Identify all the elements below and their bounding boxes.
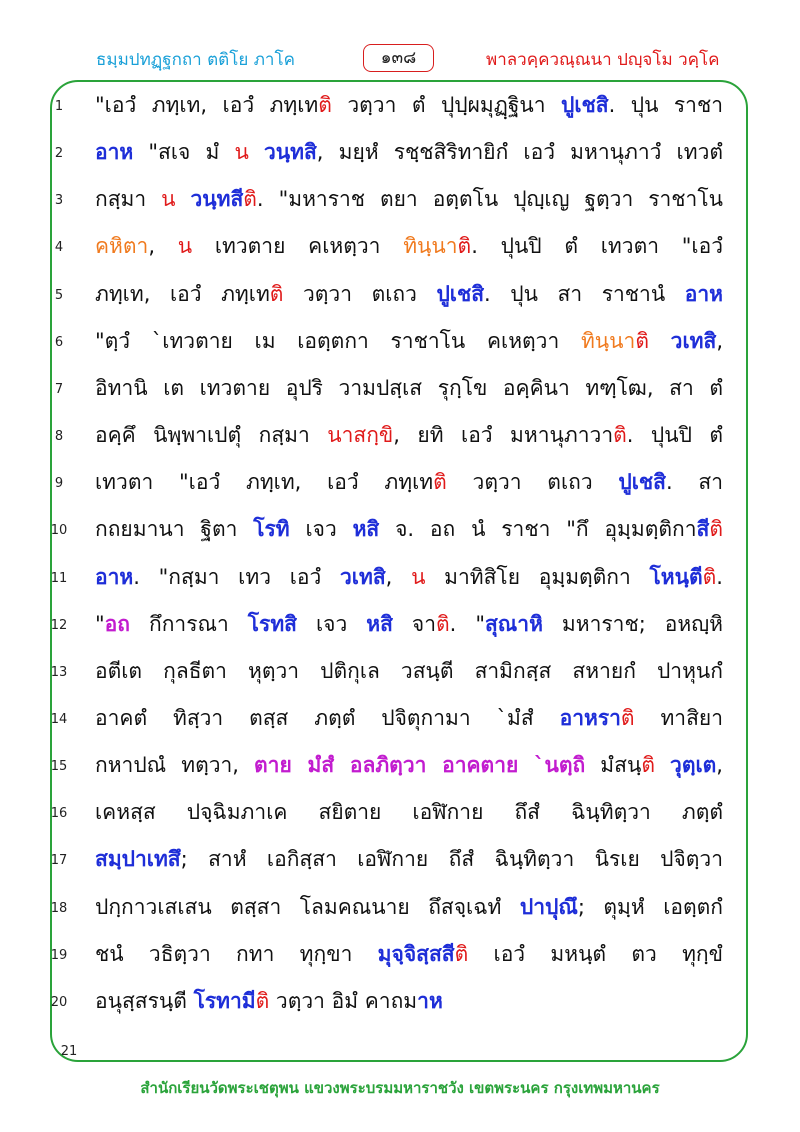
highlighted-word: วนฺทสิ bbox=[263, 140, 317, 165]
line-text bbox=[95, 230, 723, 263]
line-text bbox=[95, 183, 723, 216]
highlighted-word: อาห bbox=[95, 140, 134, 165]
text-line bbox=[0, 653, 800, 691]
line-number: 4 bbox=[54, 240, 64, 256]
line-number: 14 bbox=[50, 711, 68, 727]
text-line bbox=[0, 370, 800, 408]
line-number: 1 bbox=[54, 99, 64, 114]
text-segment: อคฺคึ นิพฺพาเปตุํ กสฺมา bbox=[95, 423, 328, 448]
text-segment: . ปุน สา ราชานํ bbox=[484, 281, 685, 306]
text-line bbox=[0, 747, 800, 785]
text-segment: อาคตํ ทิสฺวา ตสฺส ภตฺตํ ปจิตุกามา `มํสํ bbox=[95, 705, 560, 730]
highlighted-word: วเทสิ bbox=[340, 564, 386, 589]
line-text bbox=[95, 513, 723, 546]
text-line bbox=[0, 841, 800, 879]
highlighted-word: ติ bbox=[255, 988, 270, 1013]
highlighted-word: น bbox=[234, 140, 249, 165]
highlighted-word: ติ bbox=[709, 517, 723, 542]
text-segment: ชนํ วธิตฺวา กทา ทุกฺขา bbox=[95, 941, 378, 966]
line-text bbox=[95, 749, 723, 782]
book-title: ธมฺมปทฏฺฐกถา ตติโย ภาโค bbox=[96, 50, 295, 70]
text-segment: วตฺวา ตํ ปุปฺผมุฏฺฐินา bbox=[331, 93, 562, 117]
text-line bbox=[0, 87, 800, 125]
highlighted-word: อาห bbox=[95, 564, 134, 589]
line-number: 15 bbox=[50, 759, 68, 775]
text-line bbox=[0, 228, 800, 266]
text-line bbox=[0, 794, 800, 832]
page-header bbox=[0, 44, 800, 76]
highlighted-word: นาสกฺขิ bbox=[327, 423, 394, 448]
line-text bbox=[95, 985, 723, 1018]
line-text bbox=[95, 843, 723, 876]
line-text bbox=[95, 419, 723, 452]
text-segment: , bbox=[148, 234, 178, 259]
highlighted-word: คหิตา bbox=[95, 234, 149, 259]
text-segment: เทวตา "เอวํ ภทฺเท, เอวํ ภทฺเท bbox=[95, 470, 434, 495]
highlighted-word: ติ bbox=[457, 234, 472, 259]
line-number: 10 bbox=[50, 523, 68, 539]
highlighted-word: น bbox=[177, 234, 193, 259]
highlighted-word: ติ bbox=[635, 328, 649, 353]
text-segment: . bbox=[716, 564, 723, 589]
text-segment: , bbox=[385, 564, 412, 589]
highlighted-word: ติ bbox=[243, 187, 257, 212]
text-line bbox=[0, 464, 800, 502]
text-segment: , bbox=[716, 328, 723, 353]
text-segment: ; ตุมฺหํ เอตฺตกํ bbox=[577, 894, 723, 919]
line-text bbox=[95, 561, 723, 594]
highlighted-word: น bbox=[411, 564, 426, 589]
text-segment bbox=[249, 140, 264, 164]
highlighted-word: ปูเชสิ bbox=[618, 470, 666, 495]
highlighted-word: สุณาหิ bbox=[484, 611, 543, 636]
text-line bbox=[0, 323, 800, 361]
text-segment: อตีเต กุลธีตา หุตฺวา ปติกุเล วสนฺตี สามิกสฺส สหายกํ ปาหุนกํ bbox=[95, 658, 723, 683]
text-segment: , มยฺหํ รชฺชสิริทายิกํ เอวํ มหานุภาวํ เทวตํ bbox=[316, 140, 723, 165]
highlighted-word: อถ bbox=[104, 611, 130, 636]
highlighted-word: ติ bbox=[454, 941, 469, 966]
text-segment: จ. อถ นํ ราชา "กึ อุมฺมตฺติกา bbox=[379, 517, 697, 542]
text-segment: . สา bbox=[665, 470, 723, 495]
highlighted-word: สมฺปาเทสึ bbox=[95, 847, 181, 872]
line-text bbox=[95, 278, 723, 311]
text-line bbox=[0, 511, 800, 549]
highlighted-word: โรทสิ bbox=[247, 611, 297, 636]
line-text bbox=[95, 796, 723, 829]
line-number: 21 bbox=[60, 1044, 78, 1059]
line-number: 17 bbox=[50, 853, 68, 869]
text-segment bbox=[649, 329, 671, 353]
text-line bbox=[0, 936, 800, 974]
highlighted-word: ติ bbox=[433, 470, 447, 495]
highlighted-word: ติ bbox=[613, 423, 627, 448]
text-segment: ปกฺกาวเสเสน ตสฺสา โลมคณนาย ถึสจฺเฉทํ bbox=[95, 894, 520, 919]
line-number: 3 bbox=[54, 193, 64, 209]
text-segment: วตฺวา อิมํ คาถม bbox=[269, 988, 418, 1013]
line-text bbox=[95, 466, 723, 499]
highlighted-word: มุจฺจิสฺสสี bbox=[377, 941, 455, 966]
highlighted-word: หสิ bbox=[352, 517, 380, 542]
text-segment: , ยทิ เอวํ มหานุภาวา bbox=[393, 423, 614, 448]
line-text bbox=[95, 655, 723, 688]
highlighted-word: ปูเชสิ bbox=[561, 93, 609, 117]
text-line bbox=[0, 983, 800, 1021]
text-line bbox=[0, 1030, 800, 1068]
text-segment: "ตฺวํ `เทวตาย เม เอตฺตกา ราชาโน คเหตฺวา bbox=[95, 328, 581, 353]
text-segment bbox=[655, 753, 670, 777]
highlighted-word: ทินฺนา bbox=[403, 234, 458, 259]
highlighted-word: ทินฺนา bbox=[580, 328, 636, 353]
highlighted-word: ติ bbox=[269, 281, 284, 306]
highlighted-word: ติ bbox=[318, 93, 332, 117]
text-segment: . ปุน ราชา bbox=[608, 93, 723, 117]
line-text bbox=[95, 891, 723, 924]
text-segment: กึการณา bbox=[130, 611, 248, 636]
line-number: 9 bbox=[54, 476, 64, 492]
text-line bbox=[0, 276, 800, 314]
text-segment: "สเจ มํ bbox=[133, 140, 235, 165]
text-segment: มาทิสิโย อุมฺมตฺติกา bbox=[425, 564, 650, 589]
highlighted-word: น bbox=[161, 187, 176, 212]
text-segment: เคหสฺส ปจฺฉิมภาเค สยิตาย เอฬิกาย ถึสํ ฉินฺทิตฺวา ภตฺตํ bbox=[95, 800, 723, 825]
line-number: 19 bbox=[50, 947, 68, 963]
line-number: 11 bbox=[50, 570, 68, 586]
line-number: 6 bbox=[54, 334, 64, 350]
text-line bbox=[0, 417, 800, 455]
highlighted-word: ติ bbox=[620, 705, 635, 730]
text-segment: อิทานิ เต เทวตาย อุปริ วามปสฺเส รุกฺโข อคฺคินา ทฑฺโฒ, สา ตํ bbox=[95, 375, 723, 400]
text-segment: ภทฺเท, เอวํ ภทฺเท bbox=[95, 281, 270, 306]
text-segment: อนุสฺสรนฺตี bbox=[95, 988, 194, 1013]
highlighted-word: หสิ bbox=[366, 611, 393, 636]
line-number: 12 bbox=[50, 617, 68, 633]
text-line bbox=[0, 889, 800, 927]
line-text bbox=[95, 608, 723, 641]
text-line bbox=[0, 559, 800, 597]
highlighted-word: อาห bbox=[684, 281, 723, 306]
line-text bbox=[95, 89, 723, 122]
line-text bbox=[95, 136, 723, 169]
page-footer: สำนักเรียนวัดพระเชตุพน แขวงพระบรมมหาราชวัง เขตพระนคร กรุงเทพมหานคร bbox=[140, 1079, 660, 1097]
line-number: 8 bbox=[54, 429, 64, 445]
line-number: 5 bbox=[54, 287, 64, 303]
page-number-badge: ๑๓๘ bbox=[363, 44, 434, 72]
highlighted-word: ติ bbox=[702, 564, 717, 589]
line-text bbox=[95, 938, 723, 971]
text-segment: . " bbox=[449, 611, 485, 636]
highlighted-word: โรทามี bbox=[193, 988, 256, 1013]
highlighted-word: โรทิ bbox=[253, 517, 290, 542]
text-segment: วตฺวา ตเถว bbox=[446, 470, 619, 495]
chapter-title: พาลวคฺควณฺณนา ปญฺจโม วคฺโค bbox=[486, 50, 720, 70]
text-line bbox=[0, 134, 800, 172]
text-segment: "เอวํ ภทฺเท, เอวํ ภทฺเท bbox=[95, 93, 319, 117]
highlighted-word: าห bbox=[417, 988, 443, 1013]
highlighted-word: อาหรา bbox=[559, 705, 621, 730]
text-segment: มํสนฺ bbox=[585, 753, 642, 778]
line-number: 16 bbox=[50, 806, 68, 822]
text-line bbox=[0, 181, 800, 219]
highlighted-word: ติ bbox=[641, 753, 655, 778]
highlighted-word: ตาย มํสํ อลภิตฺวา อาคตาย `นตฺถิ bbox=[254, 753, 586, 778]
highlighted-word: วเทสิ bbox=[670, 328, 717, 353]
line-number: 13 bbox=[50, 664, 68, 680]
text-segment: , bbox=[716, 753, 723, 778]
text-segment: กถยมานา ฐิตา bbox=[95, 517, 254, 542]
text-segment: กสฺมา bbox=[95, 187, 162, 212]
text-segment: . "มหาราช ตยา อตฺตโน ปุญฺเญ ฐตฺวา ราชาโน bbox=[256, 187, 723, 212]
text-line bbox=[0, 700, 800, 738]
text-segment: เจว bbox=[289, 517, 353, 542]
line-number: 20 bbox=[50, 994, 68, 1010]
highlighted-word: ติ bbox=[436, 611, 450, 636]
text-segment: เทวตาย คเหตฺวา bbox=[192, 234, 404, 259]
text-segment: . "กสฺมา เทว เอวํ bbox=[133, 564, 341, 589]
text-segment: จา bbox=[392, 611, 437, 636]
line-text bbox=[95, 702, 723, 735]
highlighted-word: โหนฺตี bbox=[649, 564, 703, 589]
highlighted-word: สี bbox=[696, 517, 710, 542]
text-segment: กหาปณํ ทตฺวา, bbox=[95, 753, 255, 778]
line-text bbox=[95, 325, 723, 358]
text-segment: ทาสิยา bbox=[634, 705, 723, 730]
line-number: 2 bbox=[54, 146, 64, 162]
text-segment: วตฺวา ตเถว bbox=[283, 281, 437, 306]
text-segment: " bbox=[95, 611, 105, 636]
text-segment: มหาราช; อหญฺหิ bbox=[542, 611, 723, 636]
highlighted-word: ปูเชสิ bbox=[436, 281, 485, 306]
text-segment: เจว bbox=[296, 611, 367, 636]
text-segment: . ปุนปิ ตํ bbox=[626, 423, 723, 448]
line-text bbox=[95, 372, 723, 405]
highlighted-word: วุตฺเต bbox=[670, 753, 717, 778]
text-line bbox=[0, 606, 800, 644]
highlighted-word: ปาปุณึ bbox=[519, 894, 578, 919]
text-segment: . ปุนปิ ตํ เทวตา "เอวํ bbox=[471, 234, 723, 259]
line-number: 7 bbox=[54, 381, 64, 397]
text-segment bbox=[176, 187, 191, 211]
text-segment: เอวํ มหนฺตํ ตว ทุกฺขํ bbox=[468, 941, 723, 966]
highlighted-word: วนฺทสี bbox=[190, 187, 244, 212]
line-number: 18 bbox=[50, 900, 68, 916]
text-segment: ; สาหํ เอกิสฺสา เอฬิกาย ถึสํ ฉินฺทิตฺวา นิรเย ปจิตฺวา bbox=[180, 847, 723, 872]
